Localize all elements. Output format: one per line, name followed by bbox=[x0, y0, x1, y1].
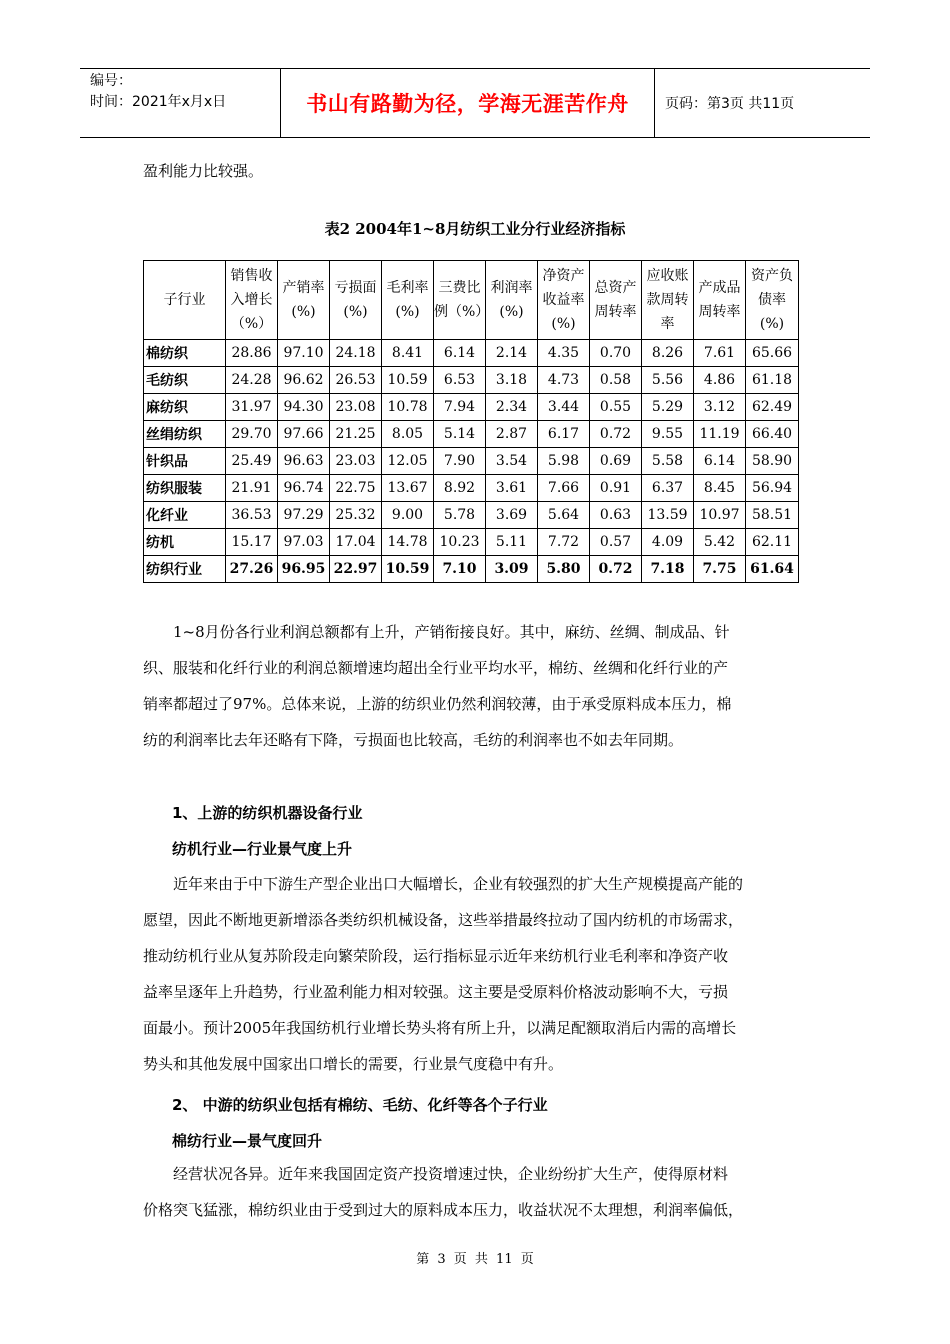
table-cell: 31.97 bbox=[226, 394, 278, 421]
paragraph-line: 1~8月份各行业利润总额都有上升，产销衔接良好。其中，麻纺、丝绸、制成品、针 bbox=[143, 623, 730, 641]
table-cell: 7.10 bbox=[434, 556, 486, 583]
section-heading-2: 2、 中游的纺织业包括有棉纺、毛纺、化纤等各个子行业 bbox=[172, 1096, 548, 1114]
table-cell: 26.53 bbox=[330, 367, 382, 394]
table-cell: 5.78 bbox=[434, 502, 486, 529]
table-cell: 5.29 bbox=[642, 394, 694, 421]
table-cell: 14.78 bbox=[382, 529, 434, 556]
paragraph-line: 愿望，因此不断地更新增添各类纺织机械设备，这些举措最终拉动了国内纺机的市场需求， bbox=[143, 911, 744, 929]
table-cell: 65.66 bbox=[746, 340, 799, 367]
table-cell: 97.10 bbox=[278, 340, 330, 367]
table-cell: 15.17 bbox=[226, 529, 278, 556]
paragraph-line: 益率呈逐年上升趋势，行业盈利能力相对较强。这主要是受原料价格波动影响不大，亏损 bbox=[143, 983, 729, 1001]
table-cell: 5.80 bbox=[538, 556, 590, 583]
table-cell: 10.59 bbox=[382, 367, 434, 394]
table-row bbox=[144, 556, 799, 583]
table-cell: 94.30 bbox=[278, 394, 330, 421]
table-cell: 6.53 bbox=[434, 367, 486, 394]
table-cell: 23.08 bbox=[330, 394, 382, 421]
table-cell: 97.29 bbox=[278, 502, 330, 529]
section-heading-1: 1、上游的纺织机器设备行业 bbox=[172, 804, 363, 822]
table-cell: 9.00 bbox=[382, 502, 434, 529]
row-industry-name: 化纤业 bbox=[144, 502, 226, 529]
table-cell: 22.97 bbox=[330, 556, 382, 583]
table-cell: 96.63 bbox=[278, 448, 330, 475]
table-cell: 6.14 bbox=[694, 448, 746, 475]
table-cell: 0.72 bbox=[590, 421, 642, 448]
table-cell: 13.59 bbox=[642, 502, 694, 529]
table-cell: 0.63 bbox=[590, 502, 642, 529]
row-industry-name: 纺机 bbox=[144, 529, 226, 556]
col-header: 销售收入增长（%） bbox=[226, 261, 278, 340]
paragraph-1 bbox=[143, 614, 808, 758]
col-header: 总资产周转率 bbox=[590, 261, 642, 340]
table-cell: 24.28 bbox=[226, 367, 278, 394]
col-header: 亏损面(%) bbox=[330, 261, 382, 340]
table-cell: 5.11 bbox=[486, 529, 538, 556]
table-cell: 96.74 bbox=[278, 475, 330, 502]
paragraph-line: 纺的利润率比去年还略有下降，亏损面也比较高，毛纺的利润率也不如去年同期。 bbox=[143, 731, 684, 749]
table-cell: 97.03 bbox=[278, 529, 330, 556]
table-cell: 21.91 bbox=[226, 475, 278, 502]
table-cell: 21.25 bbox=[330, 421, 382, 448]
table-cell: 61.18 bbox=[746, 367, 799, 394]
table-cell: 58.51 bbox=[746, 502, 799, 529]
table-cell: 3.18 bbox=[486, 367, 538, 394]
table-cell: 7.94 bbox=[434, 394, 486, 421]
table-cell: 0.55 bbox=[590, 394, 642, 421]
header-page-info: 页码：第3页 共11页 bbox=[665, 96, 795, 112]
table-cell: 10.97 bbox=[694, 502, 746, 529]
row-industry-name: 纺织服装 bbox=[144, 475, 226, 502]
table-cell: 0.58 bbox=[590, 367, 642, 394]
subsection-heading-1: 纺机行业—行业景气度上升 bbox=[172, 840, 353, 858]
header-motto: 书山有路勤为径，学海无涯苦作舟 bbox=[306, 92, 629, 116]
table-cell: 24.18 bbox=[330, 340, 382, 367]
table-cell: 6.14 bbox=[434, 340, 486, 367]
table-cell: 66.40 bbox=[746, 421, 799, 448]
subsection-heading-2: 棉纺行业—景气度回升 bbox=[172, 1132, 323, 1150]
table-cell: 3.61 bbox=[486, 475, 538, 502]
table-cell: 5.56 bbox=[642, 367, 694, 394]
table-cell: 97.66 bbox=[278, 421, 330, 448]
table-cell: 7.61 bbox=[694, 340, 746, 367]
table-cell: 7.72 bbox=[538, 529, 590, 556]
table-cell: 61.64 bbox=[746, 556, 799, 583]
paragraph-line: 销率都超过了97%。总体来说，上游的纺织业仍然利润较薄，由于承受原料成本压力，棉 bbox=[143, 695, 732, 713]
table-cell: 17.04 bbox=[330, 529, 382, 556]
col-header: 应收账款周转率 bbox=[642, 261, 694, 340]
page-header bbox=[80, 68, 870, 138]
table-cell: 4.73 bbox=[538, 367, 590, 394]
paragraph-line: 推动纺机行业从复苏阶段走向繁荣阶段，运行指标显示近年来纺机行业毛利率和净资产收 bbox=[143, 947, 729, 965]
col-header: 产销率(%) bbox=[278, 261, 330, 340]
table-row bbox=[144, 394, 799, 421]
paragraph-line: 织、服装和化纤行业的利润总额增速均超出全行业平均水平，棉纺、丝绸和化纤行业的产 bbox=[143, 659, 729, 677]
table-cell: 6.37 bbox=[642, 475, 694, 502]
table-cell: 9.55 bbox=[642, 421, 694, 448]
header-motto-cell bbox=[280, 69, 655, 137]
table-cell: 3.44 bbox=[538, 394, 590, 421]
table-cell: 27.26 bbox=[226, 556, 278, 583]
table-cell: 3.69 bbox=[486, 502, 538, 529]
table-cell: 8.92 bbox=[434, 475, 486, 502]
table-cell: 8.45 bbox=[694, 475, 746, 502]
table-cell: 10.23 bbox=[434, 529, 486, 556]
table-cell: 11.19 bbox=[694, 421, 746, 448]
row-industry-name: 纺织行业 bbox=[144, 556, 226, 583]
table-cell: 5.98 bbox=[538, 448, 590, 475]
row-industry-name: 麻纺织 bbox=[144, 394, 226, 421]
table-cell: 10.59 bbox=[382, 556, 434, 583]
table-cell: 3.54 bbox=[486, 448, 538, 475]
table-cell: 96.95 bbox=[278, 556, 330, 583]
table-title: 表2 2004年1~8月纺织工业分行业经济指标 bbox=[324, 220, 626, 238]
table-cell: 12.05 bbox=[382, 448, 434, 475]
col-header: 资产负债率(%) bbox=[746, 261, 799, 340]
col-header: 利润率(%) bbox=[486, 261, 538, 340]
table-cell: 0.72 bbox=[590, 556, 642, 583]
table-cell: 13.67 bbox=[382, 475, 434, 502]
table-cell: 7.90 bbox=[434, 448, 486, 475]
table-cell: 7.66 bbox=[538, 475, 590, 502]
row-industry-name: 丝绢纺织 bbox=[144, 421, 226, 448]
table-row bbox=[144, 502, 799, 529]
table-row bbox=[144, 475, 799, 502]
table-cell: 0.57 bbox=[590, 529, 642, 556]
number-label: 编号： bbox=[90, 73, 132, 89]
col-header: 产成品周转率 bbox=[694, 261, 746, 340]
table-cell: 2.34 bbox=[486, 394, 538, 421]
paragraph-line: 价格突飞猛涨，棉纺织业由于受到过大的原料成本压力，收益状况不太理想，利润率偏低， bbox=[143, 1201, 744, 1219]
table-row bbox=[144, 529, 799, 556]
paragraph-line: 面最小。预计2005年我国纺机行业增长势头将有所上升，以满足配额取消后内需的高增长 bbox=[143, 1019, 737, 1037]
table-cell: 2.14 bbox=[486, 340, 538, 367]
col-header: 毛利率(%) bbox=[382, 261, 434, 340]
table-cell: 3.12 bbox=[694, 394, 746, 421]
paragraph-line: 经营状况各异。近年来我国固定资产投资增速过快，企业纷纷扩大生产，使得原材料 bbox=[143, 1165, 729, 1183]
col-header: 三费比例（%） bbox=[434, 261, 486, 340]
table-cell: 8.26 bbox=[642, 340, 694, 367]
table-cell: 4.35 bbox=[538, 340, 590, 367]
table-cell: 0.70 bbox=[590, 340, 642, 367]
paragraph-3 bbox=[143, 1156, 808, 1228]
page-footer: 第 3 页 共 11 页 bbox=[416, 1252, 534, 1267]
intro-text: 盈利能力比较强。 bbox=[143, 162, 264, 180]
indicator-table bbox=[143, 260, 799, 583]
paragraph-line: 势头和其他发展中国家出口增长的需要，行业景气度稳中有升。 bbox=[143, 1055, 564, 1073]
table-cell: 2.87 bbox=[486, 421, 538, 448]
table-cell: 28.86 bbox=[226, 340, 278, 367]
table-row bbox=[144, 421, 799, 448]
table-cell: 22.75 bbox=[330, 475, 382, 502]
header-meta bbox=[80, 69, 280, 137]
row-industry-name: 针织品 bbox=[144, 448, 226, 475]
paragraph-line: 近年来由于中下游生产型企业出口大幅增长，企业有较强烈的扩大生产规模提高产能的 bbox=[143, 875, 744, 893]
table-cell: 62.49 bbox=[746, 394, 799, 421]
table-cell: 0.69 bbox=[590, 448, 642, 475]
table-row bbox=[144, 340, 799, 367]
table-cell: 10.78 bbox=[382, 394, 434, 421]
table-row bbox=[144, 448, 799, 475]
table-cell: 58.90 bbox=[746, 448, 799, 475]
table-cell: 7.18 bbox=[642, 556, 694, 583]
table-cell: 7.75 bbox=[694, 556, 746, 583]
table-cell: 5.14 bbox=[434, 421, 486, 448]
time-label: 时间：2021年x月x日 bbox=[90, 94, 227, 110]
table-cell: 36.53 bbox=[226, 502, 278, 529]
col-header: 子行业 bbox=[144, 261, 226, 340]
table-cell: 4.09 bbox=[642, 529, 694, 556]
table-cell: 3.09 bbox=[486, 556, 538, 583]
row-industry-name: 棉纺织 bbox=[144, 340, 226, 367]
table-cell: 5.58 bbox=[642, 448, 694, 475]
table-cell: 25.32 bbox=[330, 502, 382, 529]
table-cell: 5.42 bbox=[694, 529, 746, 556]
table-cell: 25.49 bbox=[226, 448, 278, 475]
table-cell: 8.41 bbox=[382, 340, 434, 367]
table-cell: 96.62 bbox=[278, 367, 330, 394]
paragraph-2 bbox=[143, 866, 808, 1082]
col-header: 净资产收益率(%) bbox=[538, 261, 590, 340]
header-page-info-cell bbox=[655, 69, 870, 137]
table-cell: 5.64 bbox=[538, 502, 590, 529]
table-cell: 4.86 bbox=[694, 367, 746, 394]
table-cell: 23.03 bbox=[330, 448, 382, 475]
table-cell: 0.91 bbox=[590, 475, 642, 502]
table-cell: 29.70 bbox=[226, 421, 278, 448]
table-header-row bbox=[144, 261, 799, 340]
table-cell: 6.17 bbox=[538, 421, 590, 448]
table-body bbox=[144, 340, 799, 583]
table-cell: 56.94 bbox=[746, 475, 799, 502]
table-cell: 8.05 bbox=[382, 421, 434, 448]
row-industry-name: 毛纺织 bbox=[144, 367, 226, 394]
table-cell: 62.11 bbox=[746, 529, 799, 556]
table-row bbox=[144, 367, 799, 394]
